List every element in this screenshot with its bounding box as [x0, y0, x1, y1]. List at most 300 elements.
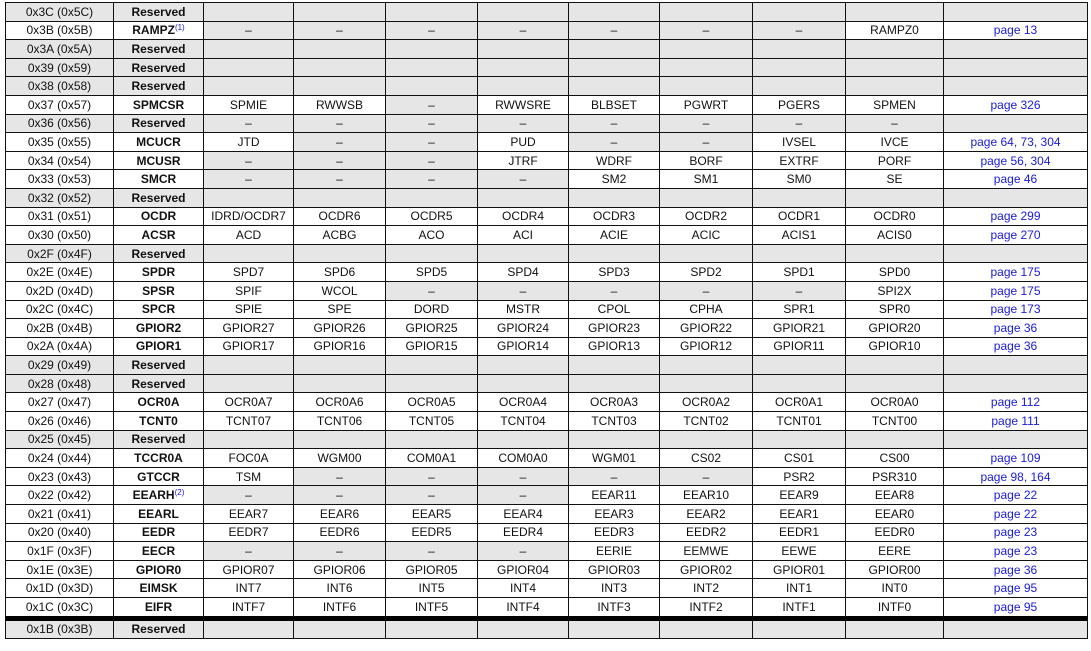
register-row — [6, 430, 1088, 449]
bit-3: – — [569, 21, 660, 40]
bit-2: OCR0A2 — [660, 393, 753, 412]
bit-0: EERE — [846, 542, 944, 561]
bit-3: GPIOR23 — [569, 319, 660, 338]
bit-2: OCDR2 — [660, 207, 753, 226]
bit-5 — [386, 40, 478, 59]
bit-6: ACBG — [294, 226, 386, 245]
bit-7: – — [204, 151, 294, 170]
bit-6: – — [294, 542, 386, 561]
bit-7: JTD — [204, 133, 294, 152]
page-link[interactable]: page 36 — [993, 320, 1038, 335]
page-link[interactable]: page 98, 164 — [980, 469, 1051, 484]
bit-7: GPIOR27 — [204, 319, 294, 338]
register-row — [6, 618, 1088, 639]
bit-5: OCR0A5 — [386, 393, 478, 412]
bit-7: – — [204, 21, 294, 40]
bit-1: PGERS — [753, 95, 846, 114]
bit-4: – — [478, 170, 569, 189]
bit-7: – — [204, 170, 294, 189]
bit-3: GPIOR13 — [569, 337, 660, 356]
bit-0 — [846, 430, 944, 449]
bit-4 — [478, 374, 569, 393]
bit-4: PUD — [478, 133, 569, 152]
bit-4: TCNT04 — [478, 412, 569, 431]
register-address: 0x38 (0x58) — [6, 77, 114, 96]
bit-5: EEAR5 — [386, 505, 478, 524]
bit-1: – — [753, 281, 846, 300]
register-address: 0x39 (0x59) — [6, 58, 114, 77]
bit-5: TCNT05 — [386, 412, 478, 431]
bit-1 — [753, 430, 846, 449]
bit-6: SPE — [294, 300, 386, 319]
bit-4: GPIOR24 — [478, 319, 569, 338]
bit-5 — [386, 374, 478, 393]
register-name — [114, 40, 204, 59]
bit-7: OCR0A7 — [204, 393, 294, 412]
bit-1: INT1 — [753, 579, 846, 598]
page-link[interactable]: page 111 — [991, 413, 1040, 428]
bit-2: PGWRT — [660, 95, 753, 114]
register-name-label: OCR0A — [137, 395, 180, 410]
register-row — [6, 226, 1088, 245]
register-row — [6, 467, 1088, 486]
bit-5 — [386, 58, 478, 77]
bit-6: WGM00 — [294, 449, 386, 468]
register-name — [114, 244, 204, 263]
register-address: 0x3B (0x5B) — [6, 21, 114, 40]
bit-6: TCNT06 — [294, 412, 386, 431]
bit-5: – — [386, 114, 478, 133]
page-link[interactable]: page 23 — [993, 544, 1038, 559]
bit-3: INT3 — [569, 579, 660, 598]
bit-5: – — [386, 170, 478, 189]
bit-4: COM0A0 — [478, 449, 569, 468]
register-name — [114, 263, 204, 282]
register-address: 0x22 (0x42) — [6, 486, 114, 505]
bit-3 — [569, 188, 660, 207]
register-name-label: TCNT0 — [139, 413, 178, 428]
bit-3 — [569, 244, 660, 263]
bit-7 — [204, 77, 294, 96]
page-reference — [944, 374, 1088, 393]
bit-7: INTF7 — [204, 598, 294, 619]
page-reference[interactable] — [944, 523, 1088, 542]
bit-5: GPIOR25 — [386, 319, 478, 338]
register-row — [6, 151, 1088, 170]
bit-0: PORF — [846, 151, 944, 170]
bit-6: – — [294, 170, 386, 189]
bit-2: – — [660, 281, 753, 300]
register-name — [114, 430, 204, 449]
page-reference — [944, 77, 1088, 96]
page-reference[interactable] — [944, 412, 1088, 431]
bit-3: SPD3 — [569, 263, 660, 282]
register-name-label: GPIOR2 — [135, 320, 182, 335]
register-row — [6, 560, 1088, 579]
bit-3 — [569, 58, 660, 77]
bit-2 — [660, 58, 753, 77]
page-reference — [944, 58, 1088, 77]
bit-1: GPIOR21 — [753, 319, 846, 338]
bit-3 — [569, 3, 660, 22]
bit-3 — [569, 618, 660, 639]
bit-2: – — [660, 114, 753, 133]
bit-5: OCDR5 — [386, 207, 478, 226]
bit-4: ACI — [478, 226, 569, 245]
bit-3: SM2 — [569, 170, 660, 189]
bit-0: IVCE — [846, 133, 944, 152]
bit-4: – — [478, 21, 569, 40]
page-reference[interactable] — [944, 21, 1088, 40]
register-row — [6, 207, 1088, 226]
bit-2: EEAR10 — [660, 486, 753, 505]
page-link[interactable]: page 36 — [993, 339, 1038, 354]
bit-6: – — [294, 21, 386, 40]
page-link[interactable]: page 56, 304 — [980, 153, 1051, 168]
register-name-label: SPSR — [142, 283, 175, 298]
register-name-label: EEARH — [132, 488, 175, 503]
bit-6: INT6 — [294, 579, 386, 598]
page-link[interactable]: page 95 — [993, 581, 1038, 596]
bit-7 — [204, 188, 294, 207]
bit-0 — [846, 356, 944, 375]
bit-1 — [753, 3, 846, 22]
page-reference[interactable] — [944, 486, 1088, 505]
page-reference[interactable] — [944, 207, 1088, 226]
bit-3 — [569, 430, 660, 449]
bit-7 — [204, 3, 294, 22]
page-link[interactable]: page 13 — [993, 23, 1038, 38]
bit-7: SPMIE — [204, 95, 294, 114]
bit-2: EEAR2 — [660, 505, 753, 524]
register-name — [114, 598, 204, 619]
bit-7: ACD — [204, 226, 294, 245]
register-address: 0x3A (0x5A) — [6, 40, 114, 59]
page-reference[interactable] — [944, 133, 1088, 152]
bit-0: GPIOR20 — [846, 319, 944, 338]
bit-4: JTRF — [478, 151, 569, 170]
register-row — [6, 244, 1088, 263]
bit-7: GPIOR07 — [204, 560, 294, 579]
register-address: 0x2D (0x4D) — [6, 281, 114, 300]
bit-3: – — [569, 114, 660, 133]
register-row — [6, 449, 1088, 468]
register-row — [6, 3, 1088, 22]
bit-5 — [386, 618, 478, 639]
bit-2 — [660, 244, 753, 263]
bit-3: – — [569, 281, 660, 300]
bit-0: PSR310 — [846, 467, 944, 486]
bit-0: EEDR0 — [846, 523, 944, 542]
register-name-label: Reserved — [131, 41, 186, 56]
bit-0: INTF0 — [846, 598, 944, 619]
register-name — [114, 170, 204, 189]
page-link[interactable]: page 23 — [993, 525, 1038, 540]
page-reference[interactable] — [944, 579, 1088, 598]
register-address: 0x2B (0x4B) — [6, 319, 114, 338]
register-row — [6, 263, 1088, 282]
bit-5: GPIOR05 — [386, 560, 478, 579]
register-name — [114, 523, 204, 542]
register-name — [114, 95, 204, 114]
register-row — [6, 505, 1088, 524]
register-name-label: EEDR — [141, 525, 176, 540]
bit-5: – — [386, 133, 478, 152]
page-reference — [944, 114, 1088, 133]
page-reference[interactable] — [944, 467, 1088, 486]
bit-5: ACO — [386, 226, 478, 245]
bit-1 — [753, 77, 846, 96]
register-row — [6, 486, 1088, 505]
register-address: 0x2F (0x4F) — [6, 244, 114, 263]
bit-0: SPMEN — [846, 95, 944, 114]
bit-0: EEAR8 — [846, 486, 944, 505]
register-name-label: Reserved — [131, 376, 186, 391]
page-reference[interactable] — [944, 598, 1088, 619]
bit-7: FOC0A — [204, 449, 294, 468]
bit-7 — [204, 244, 294, 263]
page-reference — [944, 430, 1088, 449]
bit-7: SPIF — [204, 281, 294, 300]
bit-0: RAMPZ0 — [846, 21, 944, 40]
bit-1: PSR2 — [753, 467, 846, 486]
bit-6: RWWSB — [294, 95, 386, 114]
page-reference[interactable] — [944, 319, 1088, 338]
register-address: 0x3C (0x5C) — [6, 3, 114, 22]
bit-0 — [846, 374, 944, 393]
bit-3: OCDR3 — [569, 207, 660, 226]
bit-3 — [569, 374, 660, 393]
page-link[interactable]: page 270 — [990, 227, 1041, 242]
bit-7: – — [204, 114, 294, 133]
register-row — [6, 281, 1088, 300]
register-name — [114, 226, 204, 245]
bit-4: EEDR4 — [478, 523, 569, 542]
register-name — [114, 467, 204, 486]
bit-4: GPIOR04 — [478, 560, 569, 579]
bit-2: INTF2 — [660, 598, 753, 619]
footnote-link[interactable]: (1) — [174, 23, 185, 33]
bit-2: GPIOR22 — [660, 319, 753, 338]
bit-0: GPIOR00 — [846, 560, 944, 579]
page-reference[interactable] — [944, 300, 1088, 319]
bit-4: – — [478, 542, 569, 561]
bit-0: ACIS0 — [846, 226, 944, 245]
register-name — [114, 3, 204, 22]
bit-1: EEAR9 — [753, 486, 846, 505]
page-reference[interactable] — [944, 281, 1088, 300]
bit-4: EEAR4 — [478, 505, 569, 524]
bit-0: SPD0 — [846, 263, 944, 282]
page-reference — [944, 244, 1088, 263]
page-reference[interactable] — [944, 263, 1088, 282]
page-reference[interactable] — [944, 151, 1088, 170]
bit-5: EEDR5 — [386, 523, 478, 542]
bit-0: – — [846, 114, 944, 133]
register-name — [114, 579, 204, 598]
register-name-label: Reserved — [131, 116, 186, 131]
bit-5 — [386, 3, 478, 22]
bit-3: EEDR3 — [569, 523, 660, 542]
bit-1: EEDR1 — [753, 523, 846, 542]
register-row — [6, 21, 1088, 40]
page-reference — [944, 3, 1088, 22]
register-name-label: OCDR — [140, 209, 177, 224]
register-address: 0x31 (0x51) — [6, 207, 114, 226]
bit-7: INT7 — [204, 579, 294, 598]
bit-1: GPIOR01 — [753, 560, 846, 579]
page-reference[interactable] — [944, 170, 1088, 189]
register-row — [6, 133, 1088, 152]
bit-5 — [386, 430, 478, 449]
page-reference[interactable] — [944, 226, 1088, 245]
page-reference[interactable] — [944, 542, 1088, 561]
register-row — [6, 58, 1088, 77]
register-address: 0x37 (0x57) — [6, 95, 114, 114]
register-name — [114, 207, 204, 226]
bit-1 — [753, 374, 846, 393]
bit-6 — [294, 244, 386, 263]
bit-3: BLBSET — [569, 95, 660, 114]
bit-6 — [294, 356, 386, 375]
register-address: 0x20 (0x40) — [6, 523, 114, 542]
register-rows — [6, 3, 1088, 639]
bit-5: GPIOR15 — [386, 337, 478, 356]
bit-2 — [660, 188, 753, 207]
bit-5: – — [386, 486, 478, 505]
register-summary-table — [5, 2, 1088, 639]
page-link[interactable]: page 22 — [993, 488, 1038, 503]
bit-6: GPIOR16 — [294, 337, 386, 356]
register-name-label: SMCR — [140, 172, 177, 187]
register-row — [6, 170, 1088, 189]
page-link[interactable]: page 46 — [993, 172, 1038, 187]
bit-2 — [660, 40, 753, 59]
page-link[interactable]: page 64, 73, 304 — [970, 134, 1061, 149]
bit-7: – — [204, 486, 294, 505]
bit-1: GPIOR11 — [753, 337, 846, 356]
page-link[interactable]: page 112 — [990, 395, 1041, 410]
register-name — [114, 393, 204, 412]
bit-2: TCNT02 — [660, 412, 753, 431]
bit-1: TCNT01 — [753, 412, 846, 431]
page-reference[interactable] — [944, 393, 1088, 412]
bit-6: OCDR6 — [294, 207, 386, 226]
page-reference[interactable] — [944, 560, 1088, 579]
page-link[interactable]: page 175 — [990, 265, 1041, 280]
bit-4 — [478, 618, 569, 639]
page-link[interactable]: page 36 — [993, 562, 1038, 577]
page-reference — [944, 40, 1088, 59]
register-row — [6, 300, 1088, 319]
register-row — [6, 374, 1088, 393]
register-row — [6, 77, 1088, 96]
bit-2 — [660, 356, 753, 375]
bit-4: SPD4 — [478, 263, 569, 282]
bit-5: – — [386, 281, 478, 300]
bit-1: INTF1 — [753, 598, 846, 619]
register-name-label: Reserved — [131, 4, 186, 19]
register-name — [114, 133, 204, 152]
register-address: 0x29 (0x49) — [6, 356, 114, 375]
page-link[interactable]: page 109 — [990, 451, 1041, 466]
bit-2 — [660, 374, 753, 393]
register-row — [6, 393, 1088, 412]
bit-3: EEAR3 — [569, 505, 660, 524]
bit-0 — [846, 618, 944, 639]
register-name-label: EEARL — [138, 506, 179, 521]
register-name — [114, 374, 204, 393]
register-name — [114, 151, 204, 170]
page-reference[interactable] — [944, 95, 1088, 114]
page-link[interactable]: page 299 — [990, 209, 1041, 224]
page-link[interactable]: page 173 — [990, 302, 1041, 317]
register-name-label: RAMPZ — [132, 23, 175, 38]
register-address: 0x1F (0x3F) — [6, 542, 114, 561]
register-name-label: SPDR — [141, 265, 176, 280]
bit-5: DORD — [386, 300, 478, 319]
register-name — [114, 560, 204, 579]
register-name — [114, 188, 204, 207]
bit-1: EEWE — [753, 542, 846, 561]
bit-0 — [846, 3, 944, 22]
bit-0 — [846, 58, 944, 77]
page-reference[interactable] — [944, 449, 1088, 468]
bit-3: EEAR11 — [569, 486, 660, 505]
bit-2 — [660, 3, 753, 22]
bit-7: GPIOR17 — [204, 337, 294, 356]
bit-5: – — [386, 542, 478, 561]
register-name — [114, 58, 204, 77]
page-reference[interactable] — [944, 337, 1088, 356]
bit-5: COM0A1 — [386, 449, 478, 468]
bit-7 — [204, 430, 294, 449]
bit-2: – — [660, 133, 753, 152]
register-address: 0x1B (0x3B) — [6, 618, 114, 639]
page-link[interactable]: page 326 — [990, 97, 1041, 112]
register-name — [114, 356, 204, 375]
bit-0: GPIOR10 — [846, 337, 944, 356]
bit-1: ACIS1 — [753, 226, 846, 245]
bit-7 — [204, 356, 294, 375]
bit-3 — [569, 356, 660, 375]
bit-2: SM1 — [660, 170, 753, 189]
register-name — [114, 486, 204, 505]
bit-0: SPI2X — [846, 281, 944, 300]
register-row — [6, 40, 1088, 59]
bit-4 — [478, 356, 569, 375]
register-row — [6, 598, 1088, 619]
page-link[interactable]: page 22 — [993, 506, 1038, 521]
register-name-label: Reserved — [131, 190, 186, 205]
bit-1: EXTRF — [753, 151, 846, 170]
page-link[interactable]: page 175 — [990, 283, 1041, 298]
page-link[interactable]: page 95 — [993, 599, 1038, 614]
register-address: 0x1C (0x3C) — [6, 598, 114, 619]
footnote-link[interactable]: (2) — [174, 488, 185, 498]
register-name-label: Reserved — [131, 79, 186, 94]
bit-1: OCDR1 — [753, 207, 846, 226]
bit-6 — [294, 188, 386, 207]
bit-5: – — [386, 151, 478, 170]
register-name-label: GTCCR — [137, 469, 180, 484]
bit-5: SPD5 — [386, 263, 478, 282]
bit-3: WDRF — [569, 151, 660, 170]
page-reference[interactable] — [944, 505, 1088, 524]
bit-4: – — [478, 486, 569, 505]
bit-4 — [478, 3, 569, 22]
register-row — [6, 337, 1088, 356]
